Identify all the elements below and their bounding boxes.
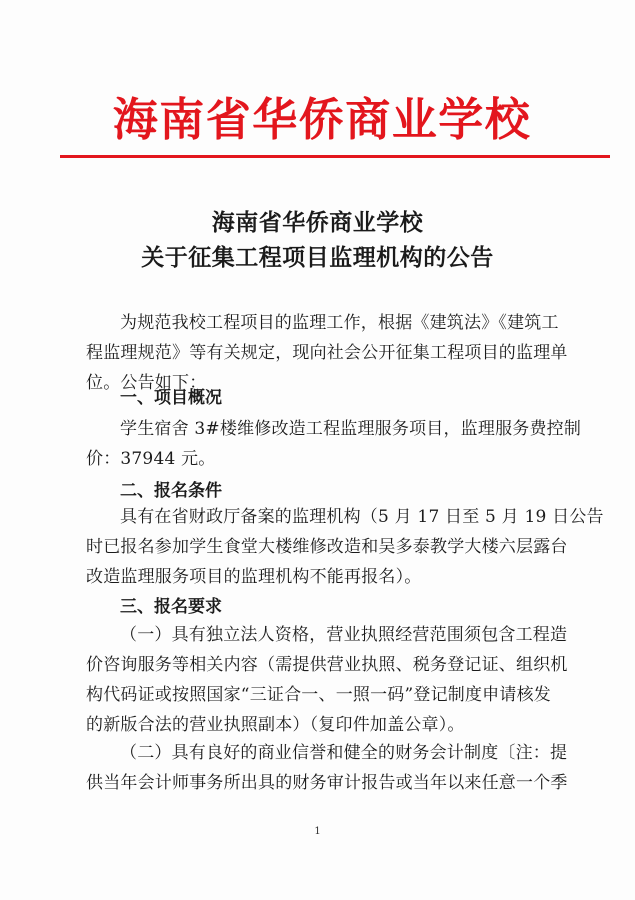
intro-line-1: 为规范我校工程项目的监理工作，根据《建筑法》《建筑工 [120,313,559,333]
section-2-paragraph [86,502,604,592]
section-1-line-1: 学生宿舍 3#楼维修改造工程监理服务项目，监理服务费控制 [120,419,582,439]
section-3-item-1 [86,620,580,740]
section-3-heading: 三、报名要求 [120,597,222,617]
section-3-item-1-line-4: 的新版合法的营业执照副本）（复印件加盖公章）。 [86,715,465,735]
section-2-heading: 二、报名条件 [120,481,222,501]
section-1-paragraph [86,414,580,474]
letterhead-school-name: 海南省华侨商业学校 [112,93,532,146]
section-3-item-2-line-2: 供当年会计师事务所出具的财务审计报告或当年以来任意一个季 [86,773,568,793]
section-1-heading: 一、项目概况 [120,388,222,408]
intro-line-3: 位。公告如下： [86,373,207,393]
intro-line-2: 程监理规范》等有关规定，现向社会公开征集工程项目的监理单 [86,343,568,363]
section-3-item-1-line-1: （一）具有独立法人资格，营业执照经营范围须包含工程造 [120,625,568,645]
section-2-line-1: 具有在省财政厅备案的监理机构（5 月 17 日至 5 月 19 日公告 [120,507,604,527]
page-number: 1 [314,826,321,837]
section-3-item-2 [86,738,580,798]
section-3-item-1-line-3: 构代码证或按照国家“三证合一、一照一码”登记制度申请核发 [86,685,551,705]
letterhead-red-rule [60,155,610,158]
section-3-item-2-line-1: （二）具有良好的商业信誉和健全的财务会计制度〔注：提 [120,743,568,763]
document-title-line-1: 海南省华侨商业学校 [211,209,424,236]
document-title-line-2: 关于征集工程项目监理机构的公告 [141,244,494,271]
section-2-line-2: 时已报名参加学生食堂大楼维修改造和吴多泰教学大楼六层露台 [86,537,568,557]
section-3-item-1-line-2: 价咨询服务等相关内容（需提供营业执照、税务登记证、组织机 [86,655,568,675]
section-1-line-2: 价：37944 元。 [86,449,216,469]
section-2-line-3: 改造监理服务项目的监理机构不能再报名）。 [86,567,422,587]
